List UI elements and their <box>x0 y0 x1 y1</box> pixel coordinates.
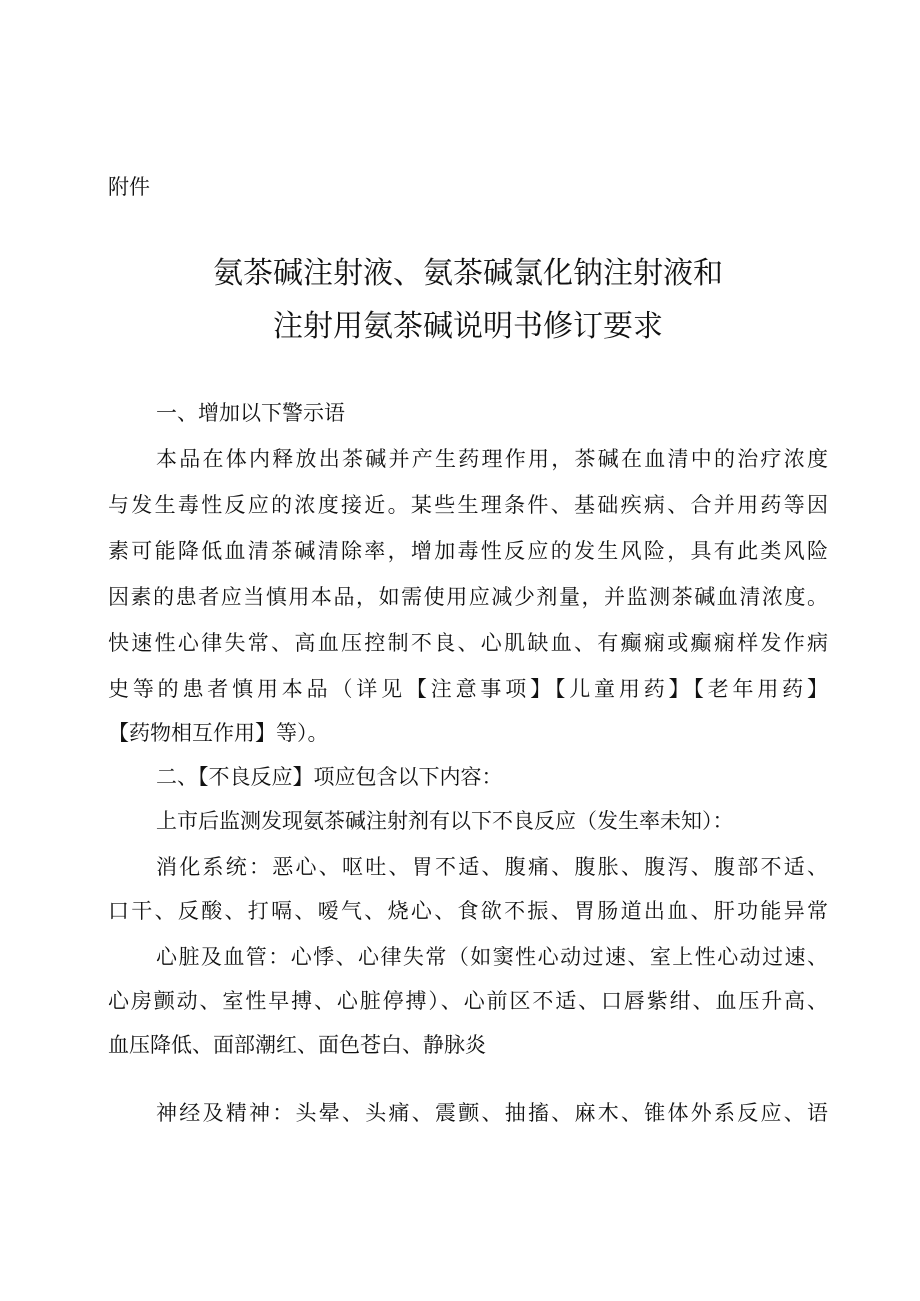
paragraph-line: 史等的患者慎用本品（详见【注意事项】【儿童用药】【老年用药】 <box>108 677 828 701</box>
digestive-system-line: 口干、反酸、打嗝、嗳气、烧心、食欲不振、胃肠道出血、肝功能异常 <box>108 899 828 923</box>
adverse-reactions-intro: 上市后监测发现氨茶碱注射剂有以下不良反应（发生率未知）： <box>156 809 734 833</box>
section-2-heading: 二、【不良反应】项应包含以下内容： <box>156 765 503 789</box>
document-title-line-1: 氨茶碱注射液、氨茶碱氯化钠注射液和 <box>213 256 723 291</box>
cardiovascular-line: 心房颤动、室性早搏、心脏停搏）、心前区不适、口唇紫绀、血压升高、 <box>108 989 828 1013</box>
document-title-line-2: 注射用氨茶碱说明书修订要求 <box>273 309 663 344</box>
cardiovascular-line: 血压降低、面部潮红、面色苍白、静脉炎 <box>108 1033 486 1057</box>
paragraph-line: 【药物相互作用】等）。 <box>108 721 329 745</box>
neuro-psych-line: 神经及精神：头晕、头痛、震颤、抽搐、麻木、锥体外系反应、语 <box>156 1101 828 1125</box>
paragraph-line: 素可能降低血清茶碱清除率，增加毒性反应的发生风险，具有此类风险 <box>108 539 828 563</box>
paragraph-line: 本品在体内释放出茶碱并产生药理作用，茶碱在血清中的治疗浓度 <box>156 447 828 471</box>
paragraph-line: 快速性心律失常、高血压控制不良、心肌缺血、有癫痫或癫痫样发作病 <box>108 631 828 655</box>
paragraph-line: 因素的患者应当慎用本品，如需使用应减少剂量，并监测茶碱血清浓度。 <box>108 585 828 609</box>
paragraph-line: 与发生毒性反应的浓度接近。某些生理条件、基础疾病、合并用药等因 <box>108 493 828 517</box>
cardiovascular-line: 心脏及血管：心悸、心律失常（如窦性心动过速、室上性心动过速、 <box>156 945 828 969</box>
section-1-heading: 一、增加以下警示语 <box>156 401 345 425</box>
digestive-system-line: 消化系统：恶心、呕吐、胃不适、腹痛、腹胀、腹泻、腹部不适、 <box>156 855 828 879</box>
attachment-label: 附件 <box>108 175 150 199</box>
